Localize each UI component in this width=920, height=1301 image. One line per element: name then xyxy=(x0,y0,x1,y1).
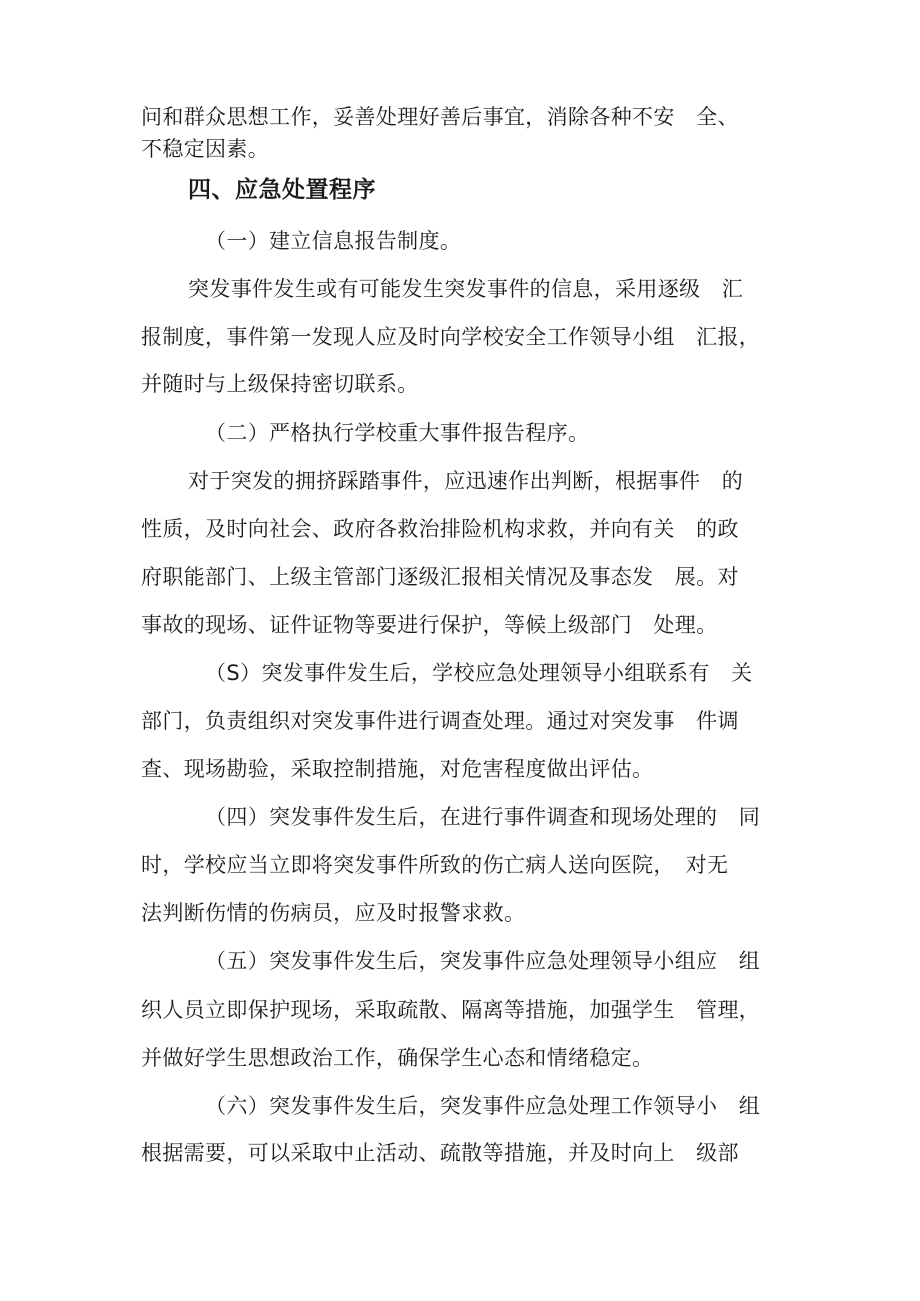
paragraph-line: 时，学校应当立即将突发事件所致的伤亡病人送向医院， 对无 xyxy=(141,853,729,877)
paragraph-line: 并随时与上级保持密切联系。 xyxy=(141,372,419,396)
paragraph-line: （二）严格执行学校重大事件报告程序。 xyxy=(205,421,590,445)
paragraph-line: 并做好学生思想政治工作，确保学生心态和情绪稳定。 xyxy=(141,1046,654,1070)
body-line: 问和群众思想工作，妥善处理好善后事宜，消除各种不安 全、 xyxy=(141,105,739,129)
paragraph-line: 根据需要，可以采取中止活动、疏散等措施，并及时向上 级部 xyxy=(141,1141,739,1165)
paragraph-line: 织人员立即保护现场，采取疏散、隔离等措施，加强学生 管理， xyxy=(141,998,761,1022)
paragraph-line: （五）突发事件发生后，突发事件应急处理领导小组应 组 xyxy=(205,949,761,973)
paragraph-line: 事故的现场、证件证物等要进行保护，等候上级部门 处理。 xyxy=(141,613,718,637)
paragraph-line: （一）建立信息报告制度。 xyxy=(205,229,462,253)
paragraph-line: 法判断伤情的伤病员，应及时报警求救。 xyxy=(141,901,526,925)
paragraph-line: 性质，及时向社会、政府各救治排险机构求救，并向有关 的政 xyxy=(141,517,739,541)
paragraph-line: 报制度，事件第一发现人应及时向学校安全工作领导小组 汇报， xyxy=(141,325,761,349)
paragraph-line: 对于突发的拥挤踩踏事件，应迅速作出判断，根据事件 的 xyxy=(188,469,744,493)
paragraph-line: （四）突发事件发生后，在进行事件调查和现场处理的 同 xyxy=(205,805,761,829)
paragraph-line: （六）突发事件发生后，突发事件应急处理工作领导小 组 xyxy=(205,1094,761,1118)
paragraph-line: 查、现场勘验，采取控制措施，对危害程度做出评估。 xyxy=(141,757,654,781)
section-heading: 四、应急处置程序 xyxy=(188,177,376,203)
paragraph-line: （S）突发事件发生后，学校应急处理领导小组联系有 关 xyxy=(205,661,753,685)
paragraph-line: 部门，负责组织对突发事件进行调查处理。通过对突发事 件调 xyxy=(141,709,739,733)
body-line: 不稳定因素。 xyxy=(141,137,270,161)
paragraph-line: 府职能部门、上级主管部门逐级汇报相关情况及事态发 展。对 xyxy=(141,565,739,589)
paragraph-line: 突发事件发生或有可能发生突发事件的信息，采用逐级 汇 xyxy=(188,277,744,301)
